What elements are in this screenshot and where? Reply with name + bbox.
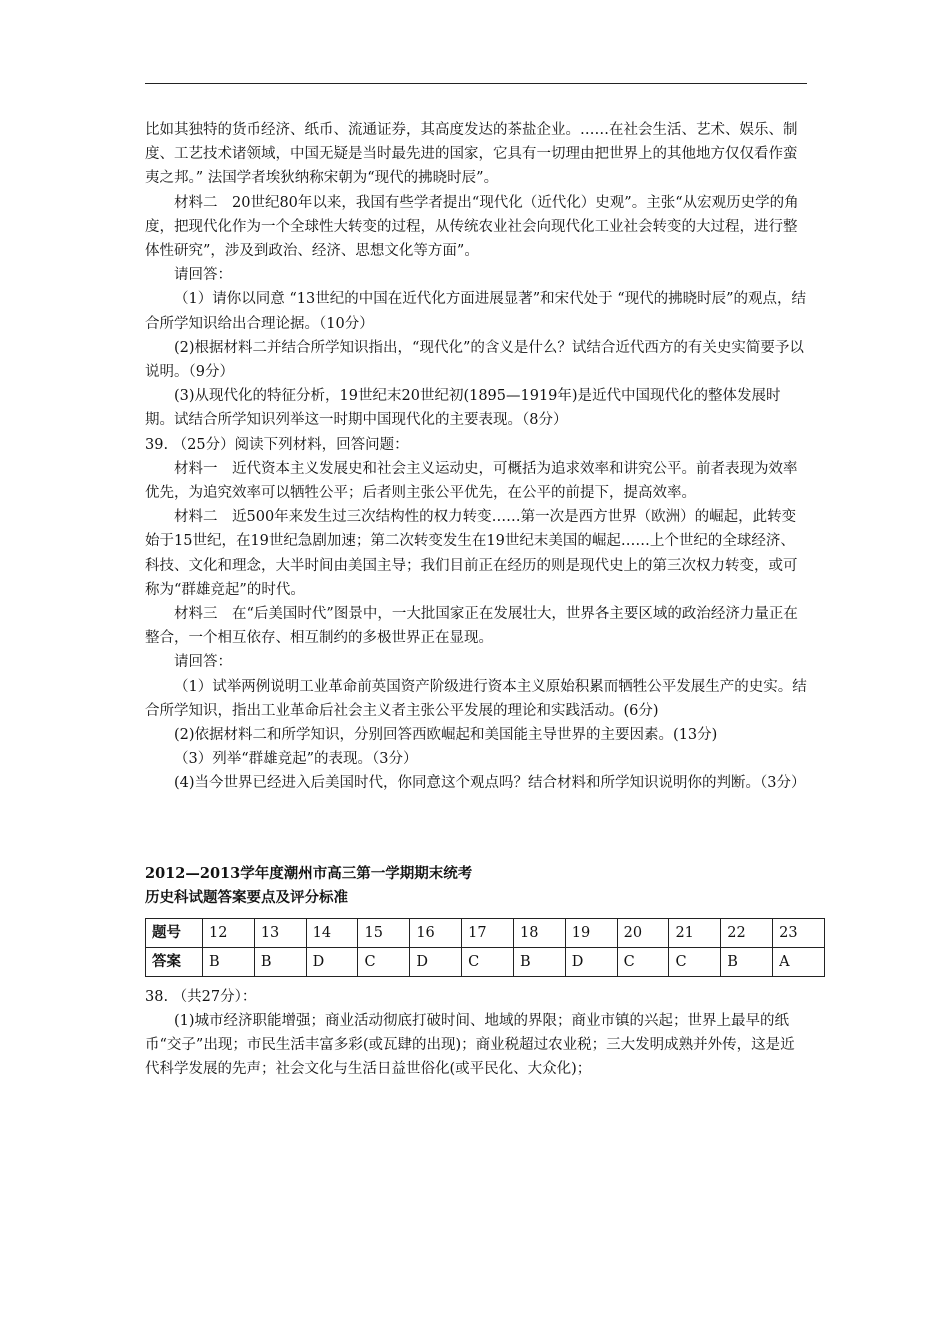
table-cell: 14 — [306, 918, 358, 947]
section-gap — [145, 796, 807, 862]
material-continuation: 比如其独特的货币经济、纸币、流通证券，其高度发达的茶盐企业。……在社会生活、艺术、娱乐、制度、工艺技术诸领域，中国无疑是当时最先进的国家，它具有一切理由把世界上的其他地方仅仅看作蛮夷之邦。” 法国学者埃狄纳称宋朝为“现代的拂晓时辰”。 — [145, 122, 798, 187]
table-cell: D — [410, 947, 462, 976]
table-cell: 18 — [513, 918, 565, 947]
table-cell: B — [721, 947, 773, 976]
table-cell: C — [358, 947, 410, 976]
question-38-2: (2)根据材料二并结合所学知识指出，“现代化”的含义是什么？试结合近代西方的有关史实简要予以说明。（9分） — [145, 339, 804, 381]
material-two: 材料二 20世纪80年以来，我国有些学者提出“现代化（近代化）史观”。主张“从宏观历史学的角度，把现代化作为一个全球性大转变的过程，从传统农业社会向现代化工业社会转变的大过程，进行整体性研究”，涉及到政治、经济、思想文化等方面”。 — [145, 194, 799, 260]
table-row — [146, 918, 825, 947]
q39-please-answer: 请回答： — [174, 654, 232, 671]
table-cell: 12 — [203, 918, 255, 947]
page-content — [145, 118, 807, 1082]
q39-material-two: 材料二 近500年来发生过三次结构性的权力转变……第一次是西方世界（欧洲）的崛起，此转变始于15世纪，在19世纪急剧加速；第二次转变发生在19世纪末美国的崛起……上个世纪的全球经济、科技、文化和理念，大半时间由美国主导；我们目前正在经历的则是现代史上的第三次权力转变，或可称为“群雄竞起”的时代。 — [145, 509, 798, 598]
answer-table — [145, 918, 825, 977]
row-label-answer: 答案 — [146, 947, 203, 976]
table-cell: 17 — [462, 918, 514, 947]
q38-answer-part1: (1)城市经济职能增强；商业活动彻底打破时间、地域的界限；商业市镇的兴起；世界上最早的纸币“交子”出现；市民生活丰富多彩(或瓦肆的出现)；商业税超过农业税；三大发明成熟并外传，这是近代科学发展的先声；社会文化与生活日益世俗化(或平民化、大众化)； — [145, 1012, 795, 1078]
row-label-number: 题号 — [146, 918, 203, 947]
q39-material-one: 材料一 近代资本主义发展史和社会主义运动史，可概括为追求效率和讲究公平。前者表现为效率优先，为追究效率可以牺牲公平；后者则主张公平优先，在公平的前提下，提高效率。 — [145, 460, 798, 502]
table-cell: 19 — [565, 918, 617, 947]
answer-title-line1: 2012—2013学年度潮州市高三第一学期期末统考 — [145, 864, 473, 882]
table-cell: D — [565, 947, 617, 976]
question-39-4: (4)当今世界已经进入后美国时代，你同意这个观点吗？结合材料和所学知识说明你的判断。（3分） — [174, 775, 806, 792]
table-cell: 16 — [410, 918, 462, 947]
question-39-1: （1）试举两例说明工业革命前英国资产阶级进行资本主义原始积累而牺牲公平发展生产的史实。结合所学知识，指出工业革命后社会主义者主张公平发展的理论和实践活动。(6分) — [145, 678, 807, 719]
table-cell: 20 — [617, 918, 669, 947]
table-cell: A — [773, 947, 825, 976]
table-cell: 15 — [358, 918, 410, 947]
please-answer: 请回答： — [174, 267, 232, 284]
table-cell: 13 — [254, 918, 306, 947]
table-cell: D — [306, 947, 358, 976]
q39-material-three: 材料三 在“后美国时代”图景中，一大批国家正在发展壮大，世界各主要区域的政治经济力量正在整合，一个相互依存、相互制约的多极世界正在显现。 — [145, 606, 798, 647]
q38-answer-heading: 38. （共27分）： — [145, 988, 257, 1005]
answer-title-line2: 历史科试题答案要点及评分标准 — [145, 888, 348, 906]
table-cell: 21 — [669, 918, 721, 947]
question-38-3: (3)从现代化的特征分析，19世纪末20世纪初(1895—1919年)是近代中国现代化的整体发展时期。试结合所学知识列举这一时期中国现代化的主要表现。（8分） — [145, 388, 781, 429]
table-cell: 23 — [773, 918, 825, 947]
header-rule — [145, 83, 807, 84]
question-39-2: (2)依据材料二和所学知识，分别回答西欧崛起和美国能主导世界的主要因素。(13分) — [174, 727, 718, 744]
question-38-1: （1）请你以同意 “13世纪的中国在近代化方面进展显著”和宋代处于 “现代的拂晓时辰”的观点，结合所学知识给出合理论据。（10分） — [145, 291, 807, 332]
table-cell: C — [462, 947, 514, 976]
table-cell: B — [254, 947, 306, 976]
table-cell: B — [203, 947, 255, 976]
table-cell: C — [669, 947, 721, 976]
table-cell: C — [617, 947, 669, 976]
table-cell: B — [513, 947, 565, 976]
question-39-intro: 39. （25分）阅读下列材料，回答问题： — [145, 436, 409, 453]
question-39-3: （3）列举“群雄竞起”的表现。（3分） — [174, 751, 418, 768]
table-row — [146, 947, 825, 976]
table-cell: 22 — [721, 918, 773, 947]
